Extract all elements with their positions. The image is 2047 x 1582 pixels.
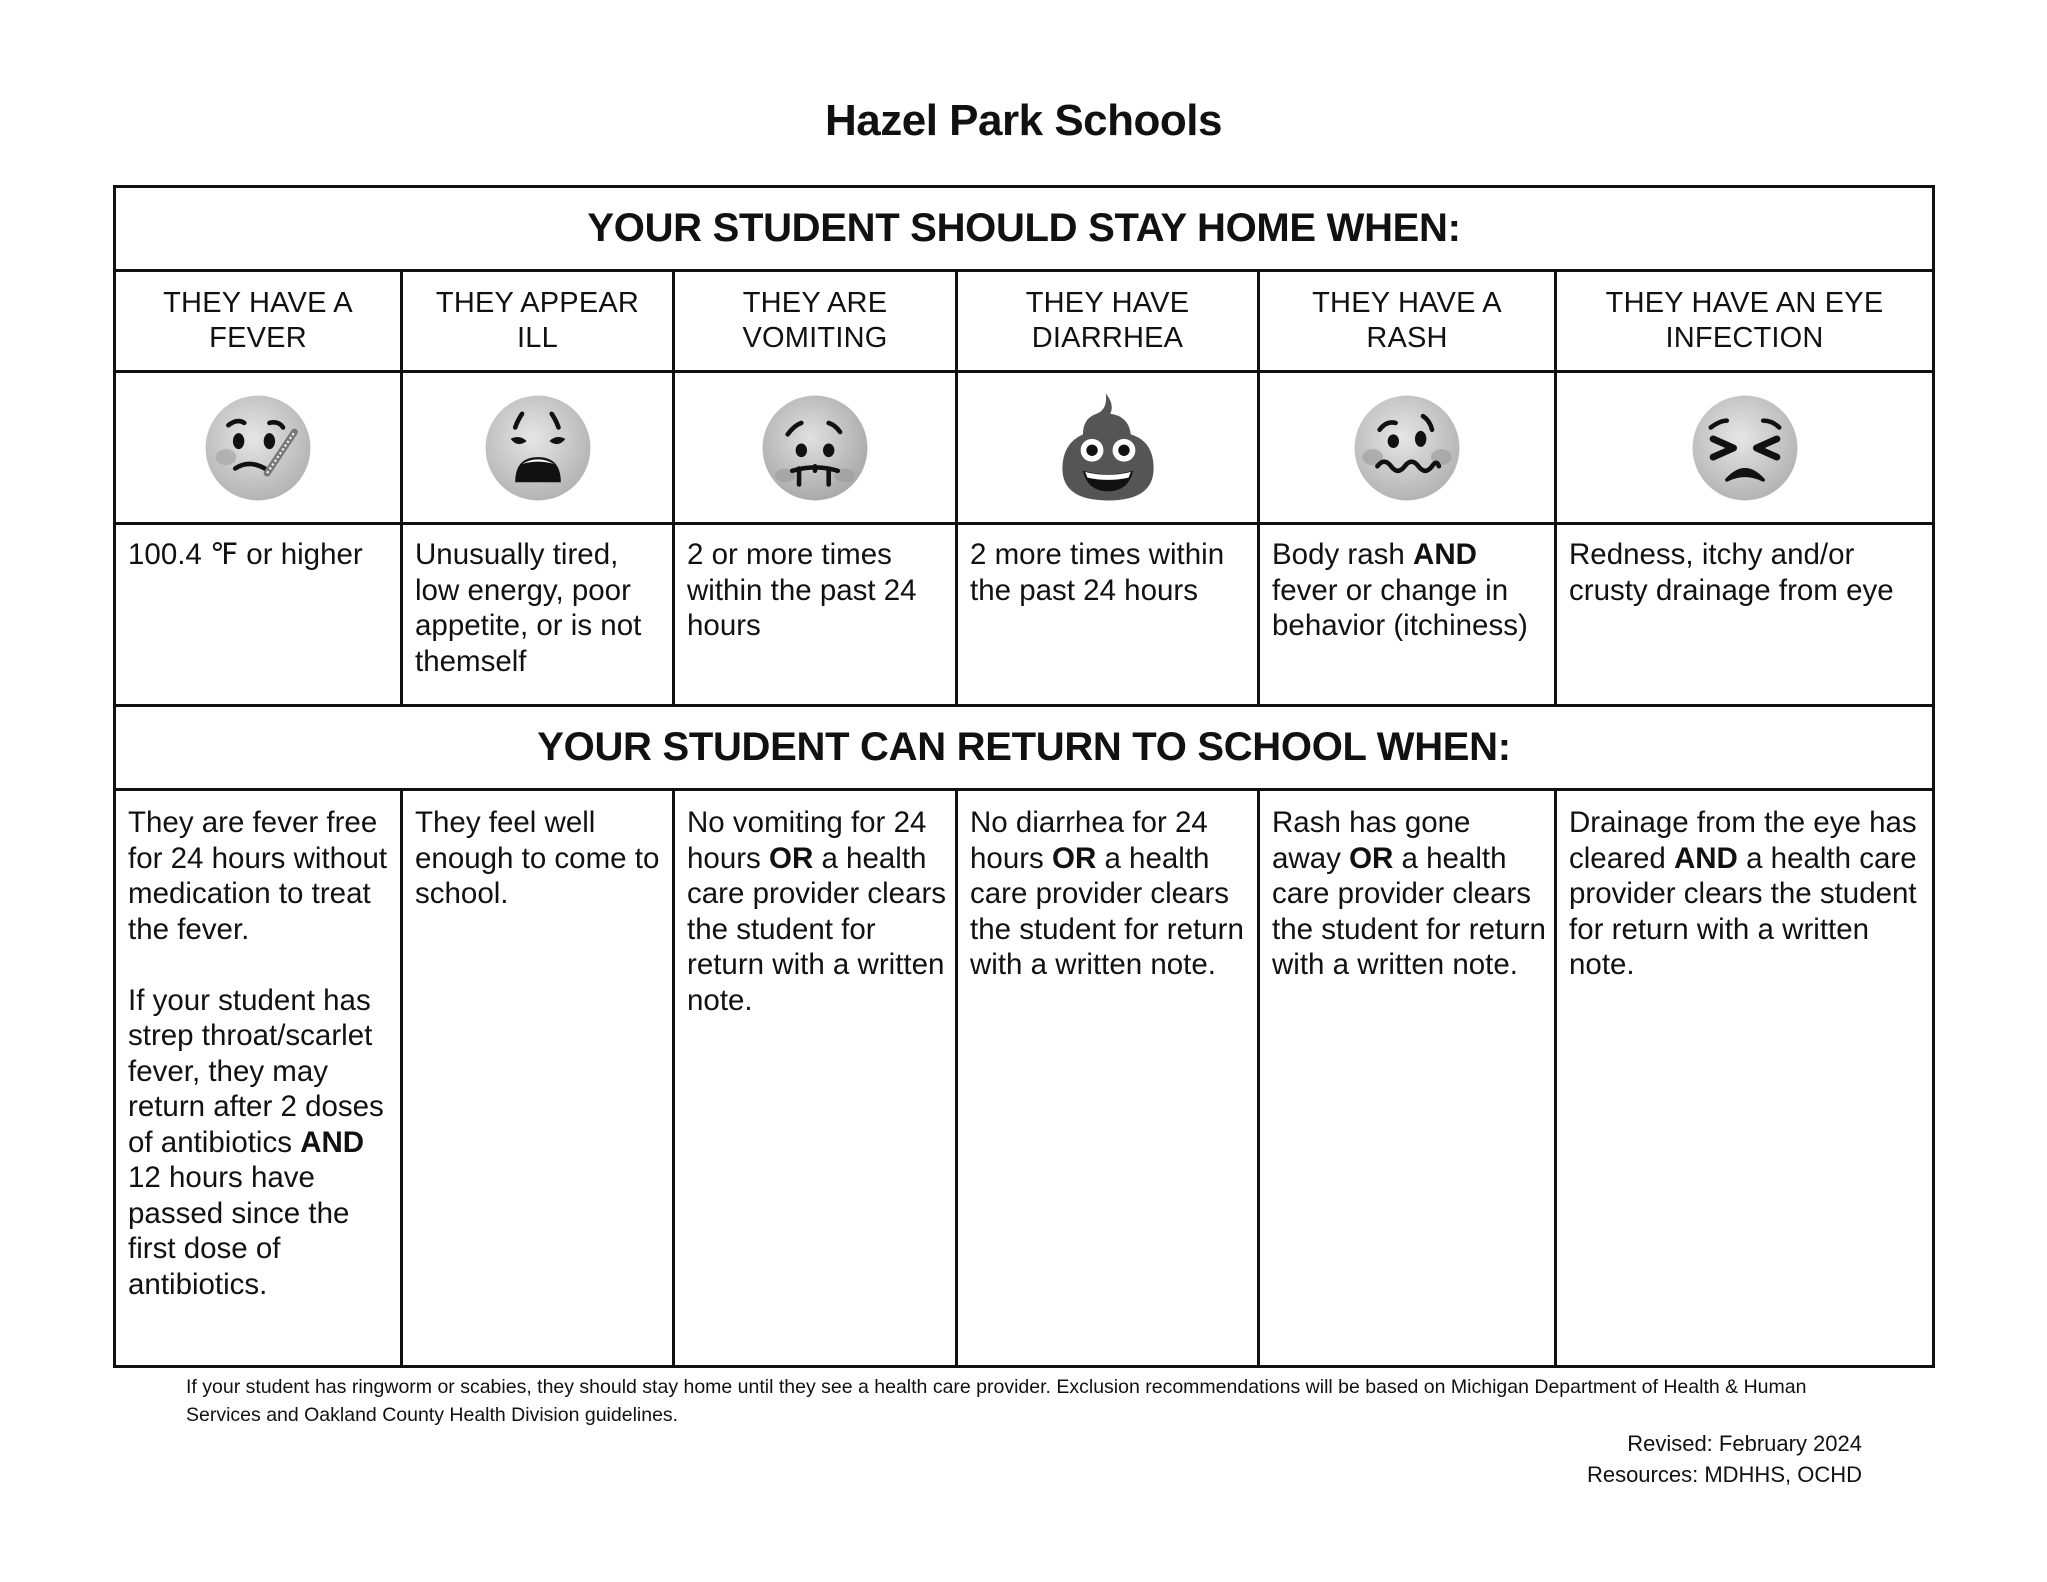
header-line: ILL (517, 322, 558, 354)
description-eye-infection: Redness, itchy and/or crusty drainage from eye (1556, 524, 1934, 706)
return-strep-note (128, 983, 392, 1303)
anguished-face-icon (481, 391, 595, 505)
emphasis-and: AND (300, 1125, 365, 1159)
fever-face-thermometer-icon (201, 391, 315, 505)
return-text: If your student has strep throat/scarlet fever, they may return after 2 doses of antibiotics (128, 983, 384, 1159)
header-line: THEY APPEAR (435, 287, 640, 319)
revision-info (1587, 1428, 1862, 1490)
header-line: THEY ARE (742, 287, 888, 319)
revised-date: Revised: February 2024 (1627, 1431, 1862, 1456)
return-text: a health care provider clears the student for return with a written note. (1569, 841, 1917, 981)
return-text: No diarrhea for 24 hours (970, 806, 1208, 875)
return-text: a health care provider clears the student for return with a written note. (1272, 841, 1546, 981)
return-rash (1259, 790, 1556, 1367)
emoji-row (115, 372, 1934, 524)
description-text: Body rash (1272, 538, 1414, 571)
return-text: No vomiting for 24 hours (687, 806, 927, 875)
header-fever (115, 271, 402, 372)
emphasis-or: OR (769, 841, 814, 875)
footer-note: If your student has ringworm or scabies, they should stay home until they see a health care provider. Exclusion recommendations will be based on Michigan Department of Health & Human Services and Oakland County Health Division guidelines. (186, 1376, 1807, 1426)
return-text: a health care provider clears the student for return with a written note. (687, 841, 947, 1017)
header-line: THEY HAVE A (1312, 287, 1502, 319)
return-diarrhea (957, 790, 1259, 1367)
header-ill (402, 271, 674, 372)
return-criteria-row (115, 790, 1934, 1367)
emoji-cell-fever (115, 372, 402, 524)
description-diarrhea: 2 more times within the past 24 hours (957, 524, 1259, 706)
emoji-cell-rash (1259, 372, 1556, 524)
emphasis-and: AND (1673, 841, 1738, 875)
return-text: They are fever free for 24 hours without medication to treat the fever. (128, 806, 388, 946)
return-text: Drainage from the eye has cleared (1569, 806, 1917, 875)
header-line: THEY HAVE AN EYE (1605, 287, 1884, 319)
woozy-face-icon (1350, 391, 1464, 505)
return-fever (115, 790, 402, 1367)
header-rash (1259, 271, 1556, 372)
emphasis-or: OR (1052, 841, 1097, 875)
return-eye-infection (1556, 790, 1934, 1367)
emoji-cell-vomiting (674, 372, 957, 524)
page-title: Hazel Park Schools (825, 96, 1222, 145)
condition-description-row (115, 524, 1934, 706)
header-vomiting (674, 271, 957, 372)
return-text: Rash has gone away (1272, 806, 1471, 875)
description-ill: Unusually tired, low energy, poor appetite, or is not themself (402, 524, 674, 706)
emphasis-or: OR (1349, 841, 1394, 875)
header-line: DIARRHEA (1031, 322, 1184, 354)
pile-of-poo-icon (1051, 391, 1165, 505)
return-vomiting (674, 790, 957, 1367)
stay-home-heading: YOUR STUDENT SHOULD STAY HOME WHEN: (115, 187, 1934, 271)
header-line: INFECTION (1665, 322, 1824, 354)
emoji-cell-eye-infection (1556, 372, 1934, 524)
header-line: THEY HAVE (1025, 287, 1190, 319)
emphasis-and: AND (1413, 538, 1477, 571)
header-line: THEY HAVE A (163, 287, 353, 319)
description-fever: 100.4 ℉ or higher (115, 524, 402, 706)
return-text: a health care provider clears the student for return with a written note. (970, 841, 1244, 981)
nauseated-face-icon (758, 391, 872, 505)
description-vomiting: 2 or more times within the past 24 hours (674, 524, 957, 706)
description-text: fever or change in behavior (itchiness) (1272, 573, 1528, 642)
return-ill: They feel well enough to come to school. (402, 790, 674, 1367)
return-text: 12 hours have passed since the first dose of antibiotics. (128, 1161, 350, 1301)
resources: Resources: MDHHS, OCHD (1586, 1462, 1862, 1487)
description-rash (1259, 524, 1556, 706)
persevering-face-icon (1688, 391, 1802, 505)
emoji-cell-ill (402, 372, 674, 524)
header-diarrhea (957, 271, 1259, 372)
exclusion-table (113, 185, 1935, 1368)
return-heading: YOUR STUDENT CAN RETURN TO SCHOOL WHEN: (115, 706, 1934, 790)
header-eye-infection (1556, 271, 1934, 372)
header-line: RASH (1366, 322, 1448, 354)
header-line: FEVER (209, 322, 307, 354)
emoji-cell-diarrhea (957, 372, 1259, 524)
condition-header-row (115, 271, 1934, 372)
header-line: VOMITING (742, 322, 888, 354)
